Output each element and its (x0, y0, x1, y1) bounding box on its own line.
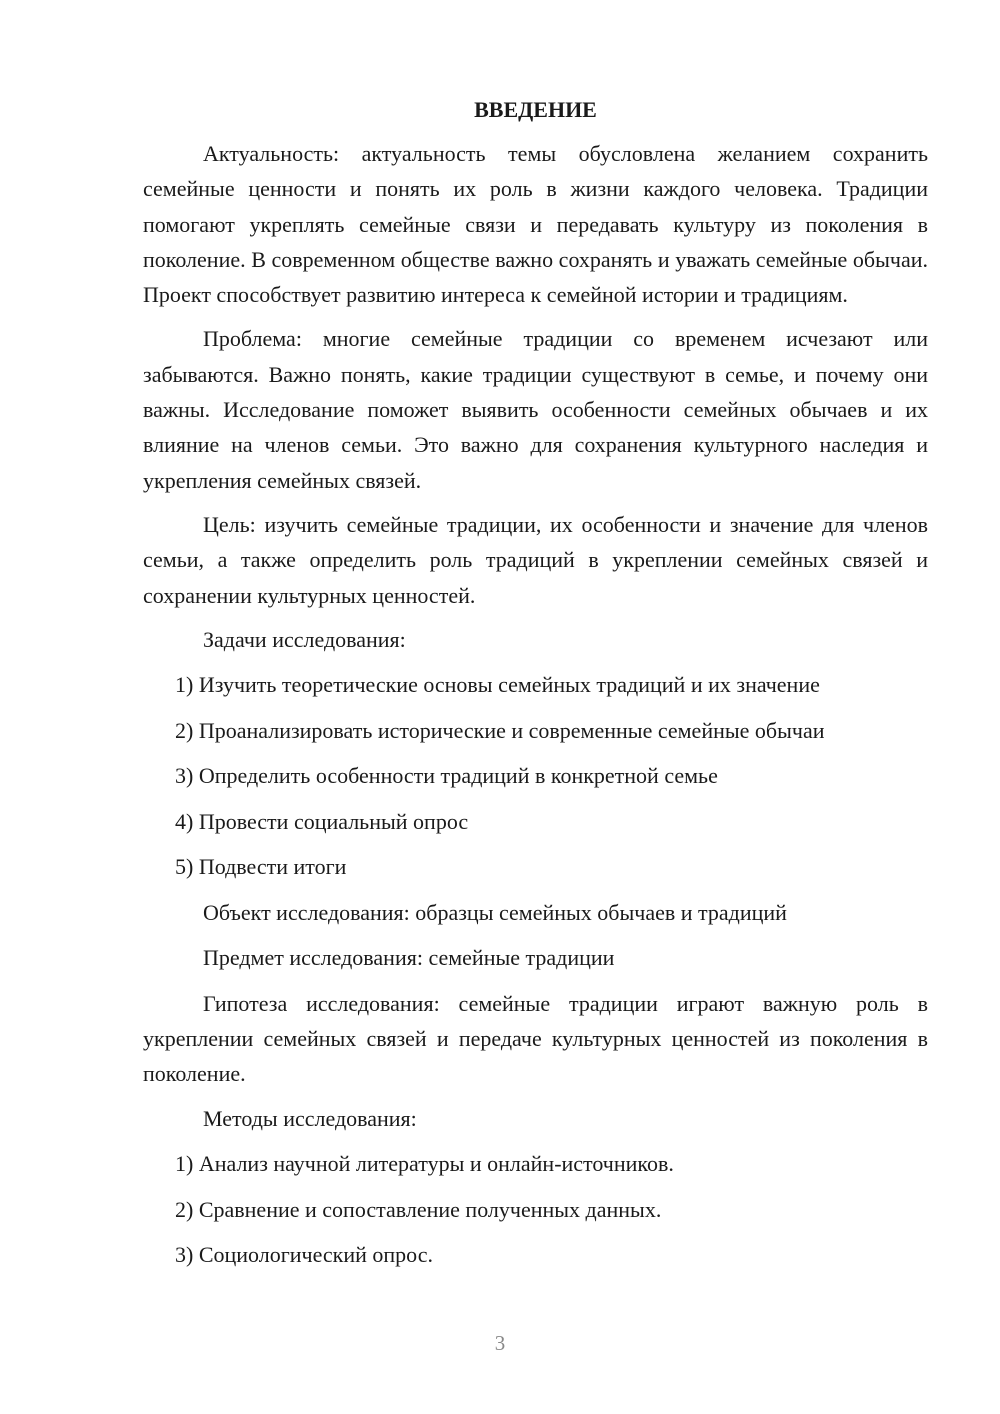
task-item: 1) Изучить теоретические основы семейных традиций и их значение (175, 672, 820, 698)
research-object: Объект исследования: образцы семейных обычаев и традиций (203, 899, 787, 925)
research-subject: Предмет исследования: семейные традиции (203, 945, 615, 971)
task-item: 3) Определить особенности традиций в конкретной семье (175, 763, 718, 789)
task-item: 2) Проанализировать исторические и современные семейные обычаи (175, 717, 825, 743)
page-number: 3 (494, 1331, 506, 1355)
document-page (143, 96, 928, 1283)
methods-heading: Методы исследования: (203, 1105, 417, 1131)
method-item: 1) Анализ научной литературы и онлайн-источников. (175, 1151, 674, 1177)
hypothesis-paragraph: Гипотеза исследования: семейные традиции играют важную роль в укреплении семейных связей и передаче культурных ценностей из поколения в поколение. (143, 990, 928, 1087)
problem-paragraph: Проблема: многие семейные традиции со временем исчезают или забываются. Важно понять, какие традиции существуют в семье, и почему они важны. Исследование поможет выявить особенности семейных обычаев и их влияние на членов семьи. Это важно для сохранения культурного наследия и укрепления семейных связей. (143, 326, 928, 493)
tasks-heading: Задачи исследования: (203, 626, 406, 652)
task-item: 4) Провести социальный опрос (175, 808, 469, 834)
document-title: ВВЕДЕНИЕ (474, 97, 597, 122)
goal-paragraph: Цель: изучить семейные традиции, их особенности и значение для членов семьи, а также определить роль традиций в укреплении семейных связей и сохранении культурных ценностей. (143, 511, 928, 608)
task-item: 5) Подвести итоги (175, 854, 347, 880)
relevance-paragraph: Актуальность: актуальность темы обусловлена желанием сохранить семейные ценности и понять их роль в жизни каждого человека. Традиции помогают укреплять семейные связи и передавать культуру из поколения в поколение. В современном обществе важно сохранять и уважать семейные обычаи. Проект способствует развитию интереса к семейной истории и традициям. (143, 141, 928, 308)
method-item: 3) Социологический опрос. (175, 1242, 433, 1268)
method-item: 2) Сравнение и сопоставление полученных данных. (175, 1196, 662, 1222)
